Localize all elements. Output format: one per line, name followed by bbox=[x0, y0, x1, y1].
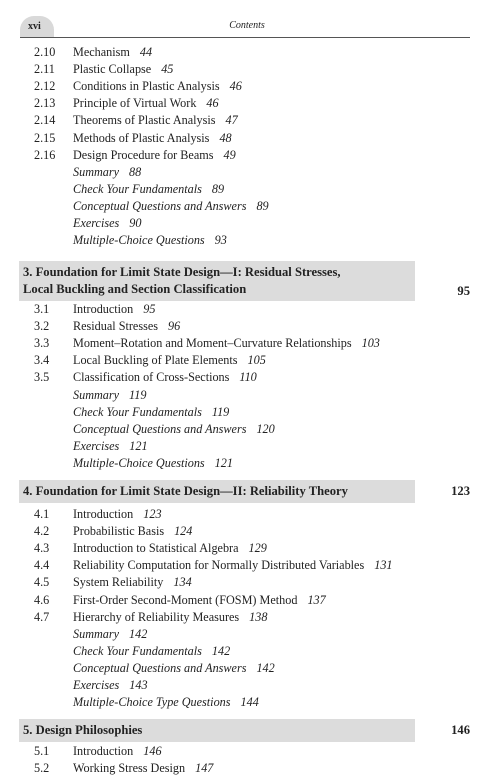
entry-title-text: Multiple-Choice Questions bbox=[73, 233, 205, 248]
entry-title-text: Conceptual Questions and Answers bbox=[73, 198, 247, 213]
entry-page-number: 124 bbox=[174, 524, 193, 539]
entry-title bbox=[73, 421, 275, 437]
entry-title bbox=[73, 95, 219, 111]
header-rule bbox=[20, 37, 470, 38]
page-number: xvi bbox=[28, 21, 41, 32]
entry-title bbox=[73, 455, 233, 471]
entry-title bbox=[73, 506, 162, 522]
entry-page-number: 138 bbox=[249, 609, 268, 624]
section-number: 2.16 bbox=[34, 147, 56, 162]
entry-title-text: Introduction bbox=[73, 302, 134, 316]
entry-page-number: 89 bbox=[256, 198, 269, 213]
entry-title-text: Mechanism bbox=[73, 45, 130, 59]
entry-title bbox=[73, 61, 173, 77]
entry-page-number: 142 bbox=[256, 660, 275, 675]
section-number: 3.3 bbox=[34, 336, 50, 351]
entry-title bbox=[73, 352, 266, 368]
entry-page-number: 96 bbox=[167, 319, 181, 334]
entry-title bbox=[73, 112, 238, 128]
entry-title bbox=[73, 760, 213, 776]
entry-title-text: Methods of Plastic Analysis bbox=[73, 130, 210, 145]
entry-page-number: 123 bbox=[143, 507, 162, 521]
entry-page-number: 103 bbox=[361, 336, 380, 351]
entry-page-number: 46 bbox=[206, 96, 219, 111]
section-number: 2.15 bbox=[34, 130, 56, 145]
entry-title-text: Summary bbox=[73, 626, 120, 641]
entry-title bbox=[73, 643, 230, 659]
entry-title bbox=[73, 404, 229, 420]
entry-title bbox=[73, 147, 236, 163]
section-number: 3.5 bbox=[34, 370, 50, 385]
section-number: 2.13 bbox=[34, 96, 56, 111]
entry-title bbox=[73, 318, 180, 334]
section-number: 3.1 bbox=[34, 302, 50, 316]
entry-page-number: 95 bbox=[143, 302, 156, 316]
entry-title-text: Conceptual Questions and Answers bbox=[73, 421, 247, 436]
entry-title-text: First-Order Second-Moment (FOSM) Method bbox=[73, 592, 298, 607]
entry-page-number: 120 bbox=[256, 421, 275, 436]
entry-title-text: Residual Stresses bbox=[73, 319, 158, 334]
entry-page-number: 143 bbox=[129, 678, 148, 692]
entry-title bbox=[73, 523, 192, 539]
entry-page-number: 121 bbox=[129, 438, 148, 453]
entry-page-number: 93 bbox=[214, 233, 227, 248]
section-number: 2.14 bbox=[34, 113, 56, 128]
entry-title-text: Introduction bbox=[73, 744, 134, 758]
entry-title-text: Hierarchy of Reliability Measures bbox=[73, 609, 240, 624]
entry-title bbox=[73, 232, 227, 248]
entry-title bbox=[73, 592, 326, 608]
entry-title-text: Design Procedure for Beams bbox=[73, 147, 214, 162]
chapter-heading-line: 3. Foundation for Limit State Design—I: Residual Stresses, bbox=[23, 265, 341, 279]
entry-page-number: 110 bbox=[239, 370, 257, 385]
entry-title-text: Introduction to Statistical Algebra bbox=[73, 541, 239, 556]
entry-title-text: Exercises bbox=[73, 438, 120, 453]
entry-title-text: Conceptual Questions and Answers bbox=[73, 660, 247, 675]
entry-page-number: 147 bbox=[195, 761, 214, 776]
entry-title bbox=[73, 130, 232, 146]
section-number: 4.5 bbox=[34, 575, 50, 590]
entry-title bbox=[73, 78, 242, 94]
entry-title-text: Introduction bbox=[73, 507, 134, 521]
entry-title bbox=[73, 301, 155, 317]
entry-page-number: 142 bbox=[211, 643, 231, 658]
entry-page-number: 131 bbox=[374, 558, 393, 573]
entry-title-text: Summary bbox=[73, 387, 120, 402]
entry-page-number: 134 bbox=[173, 575, 192, 590]
entry-title-text: Plastic Collapse bbox=[73, 62, 152, 77]
section-number: 4.7 bbox=[34, 609, 50, 624]
entry-title bbox=[73, 743, 162, 759]
entry-title bbox=[73, 694, 259, 710]
entry-title-text: Working Stress Design bbox=[73, 761, 186, 776]
entry-page-number: 129 bbox=[248, 541, 267, 556]
chapter-heading[interactable] bbox=[19, 261, 415, 301]
entry-page-number: 121 bbox=[214, 455, 233, 470]
entry-title-text: Check Your Fundamentals bbox=[73, 643, 202, 658]
entry-title bbox=[73, 574, 192, 590]
section-number: 4.6 bbox=[34, 592, 50, 607]
entry-page-number: 47 bbox=[225, 113, 238, 128]
entry-title bbox=[73, 369, 257, 385]
entry-title bbox=[73, 660, 275, 676]
entry-page-number: 48 bbox=[219, 130, 232, 145]
section-number: 4.2 bbox=[34, 524, 50, 539]
entry-page-number: 146 bbox=[143, 744, 162, 758]
entry-page-number: 88 bbox=[129, 164, 142, 179]
entry-title-text: Conditions in Plastic Analysis bbox=[73, 79, 220, 94]
entry-page-number: 45 bbox=[161, 62, 174, 77]
entry-title bbox=[73, 44, 152, 60]
section-number: 4.3 bbox=[34, 541, 50, 556]
section-number: 4.4 bbox=[34, 558, 50, 573]
entry-page-number: 119 bbox=[211, 404, 230, 419]
entry-title-text: Multiple-Choice Questions bbox=[73, 455, 205, 470]
entry-page-number: 44 bbox=[139, 45, 153, 59]
chapter-heading[interactable] bbox=[19, 480, 415, 503]
section-number: 4.1 bbox=[34, 507, 50, 521]
entry-title bbox=[73, 540, 267, 556]
entry-title-text: Reliability Computation for Normally Distributed Variables bbox=[73, 558, 365, 573]
entry-title-text: Check Your Fundamentals bbox=[73, 181, 202, 196]
entry-page-number: 119 bbox=[129, 387, 147, 402]
running-title: Contents bbox=[229, 20, 265, 31]
entry-title-text: Moment–Rotation and Moment–Curvature Relationships bbox=[73, 336, 352, 351]
section-number: 5.1 bbox=[34, 744, 50, 758]
entry-title-text: Check Your Fundamentals bbox=[73, 404, 202, 419]
entry-title bbox=[73, 438, 148, 454]
entry-title-text: Exercises bbox=[73, 216, 120, 230]
entry-title-text: Classification of Cross-Sections bbox=[73, 370, 230, 385]
entry-title-text: Theorems of Plastic Analysis bbox=[73, 113, 216, 128]
chapter-heading[interactable] bbox=[19, 719, 415, 742]
entry-title-text: Exercises bbox=[73, 678, 120, 692]
entry-title bbox=[73, 181, 224, 197]
entry-title-text: Multiple-Choice Type Questions bbox=[73, 695, 231, 710]
entry-title-text: Summary bbox=[73, 164, 120, 179]
section-number: 5.2 bbox=[34, 761, 50, 776]
entry-title-text: Local Buckling of Plate Elements bbox=[73, 353, 238, 368]
entry-title bbox=[73, 215, 141, 231]
entry-title-text: Probabilistic Basis bbox=[73, 524, 165, 539]
entry-page-number: 90 bbox=[129, 216, 142, 230]
entry-title bbox=[73, 164, 141, 180]
chapter-page-number: 95 bbox=[457, 284, 470, 298]
entry-title-text: System Reliability bbox=[73, 575, 164, 590]
section-number: 3.4 bbox=[34, 353, 50, 368]
entry-page-number: 49 bbox=[223, 147, 236, 162]
entry-title bbox=[73, 557, 393, 573]
chapter-page-number: 146 bbox=[451, 723, 470, 737]
entry-title bbox=[73, 198, 269, 214]
entry-page-number: 137 bbox=[307, 592, 326, 607]
chapter-page-number: 123 bbox=[451, 484, 470, 498]
entry-title bbox=[73, 677, 148, 693]
section-number: 2.12 bbox=[34, 79, 56, 94]
section-number: 2.10 bbox=[34, 45, 56, 59]
entry-page-number: 46 bbox=[229, 79, 242, 94]
section-number: 3.2 bbox=[34, 319, 50, 334]
entry-page-number: 144 bbox=[240, 695, 259, 710]
entry-page-number: 105 bbox=[247, 353, 266, 368]
entry-title bbox=[73, 609, 267, 625]
entry-title-text: Principle of Virtual Work bbox=[73, 96, 197, 111]
section-number: 2.11 bbox=[34, 62, 55, 77]
entry-page-number: 89 bbox=[211, 181, 225, 196]
entry-title bbox=[73, 387, 146, 403]
entry-title bbox=[73, 335, 380, 351]
entry-title bbox=[73, 626, 147, 642]
page-header bbox=[0, 0, 494, 38]
entry-page-number: 142 bbox=[129, 626, 148, 641]
chapter-heading-line: 5. Design Philosophies bbox=[23, 723, 143, 737]
chapter-heading-line: 4. Foundation for Limit State Design—II: Reliability Theory bbox=[23, 484, 348, 498]
chapter-heading-line: Local Buckling and Section Classification bbox=[23, 282, 247, 296]
